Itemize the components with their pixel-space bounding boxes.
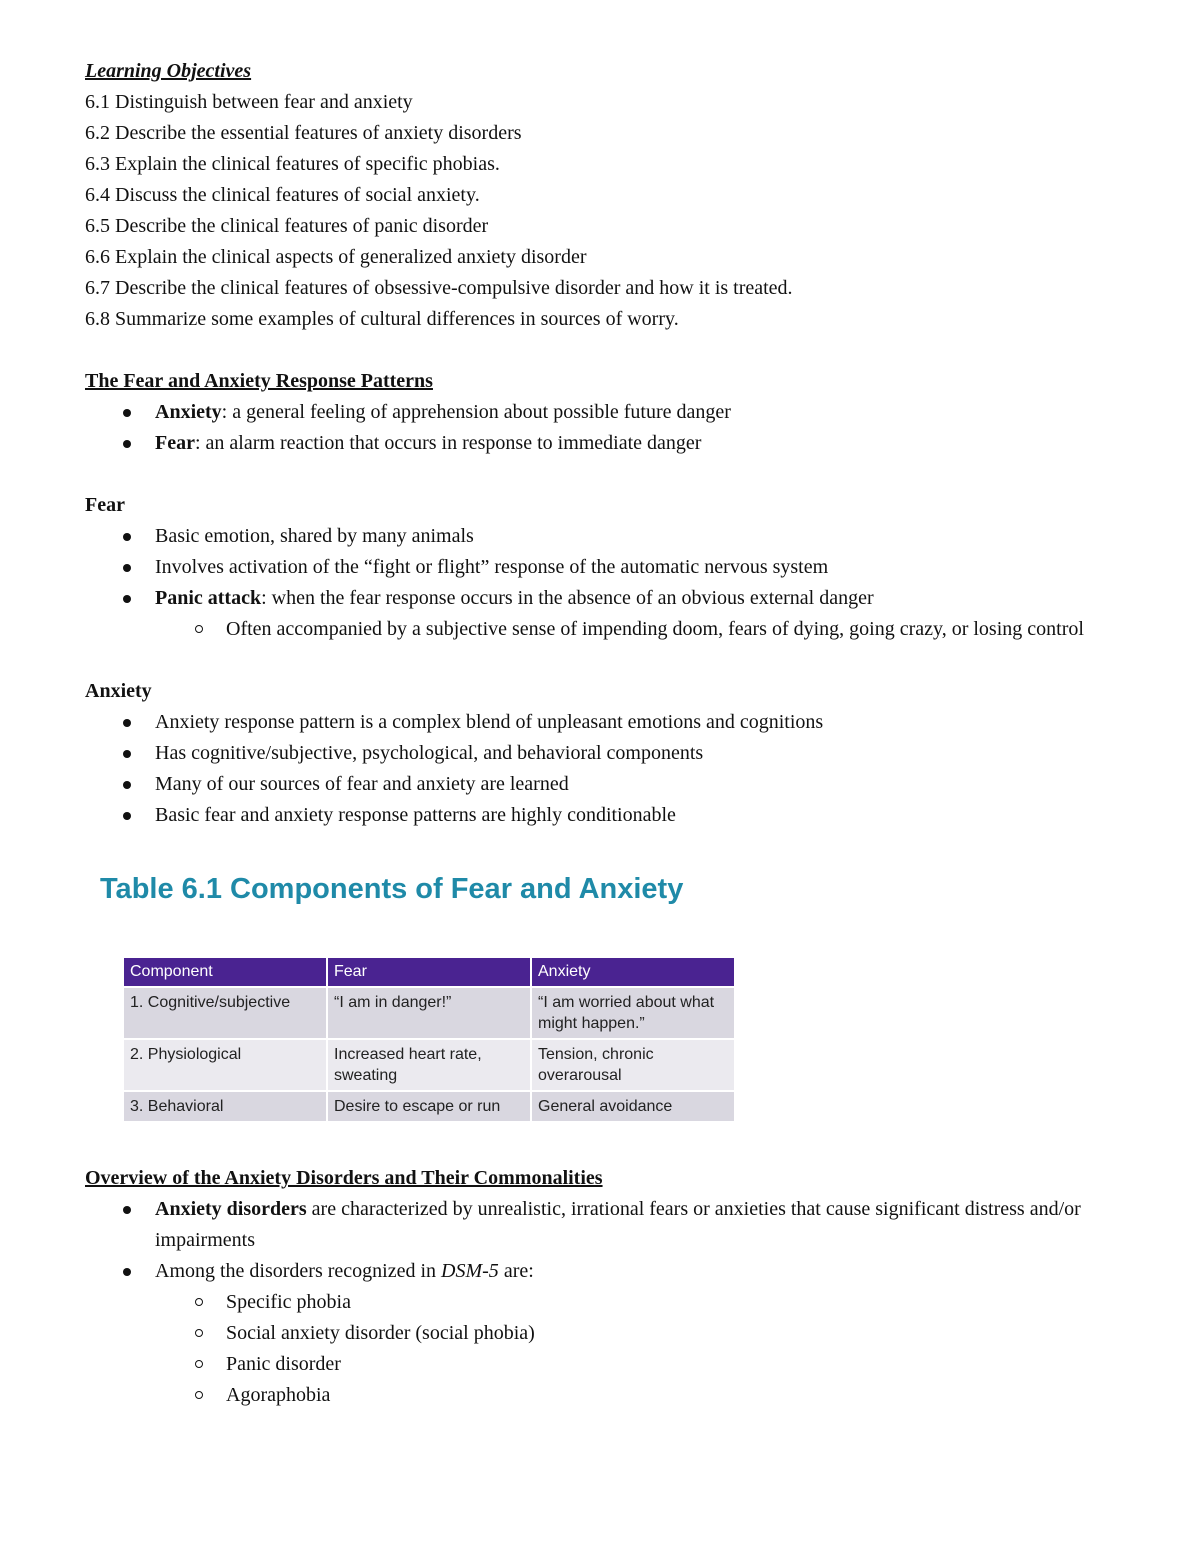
list-item [85, 552, 1125, 583]
definition: : a general feeling of apprehension about possible future danger [221, 401, 731, 423]
bullet-icon [123, 409, 131, 417]
objective-item: 6.8 Summarize some examples of cultural differences in sources of worry. [85, 308, 679, 330]
item-text: Many of our sources of fear and anxiety are learned [155, 773, 569, 795]
objective-item: 6.1 Distinguish between fear and anxiety [85, 91, 413, 113]
table-row [123, 1091, 735, 1122]
sub-list-item [85, 1380, 1125, 1411]
item-text: Agoraphobia [226, 1384, 331, 1406]
overview-list [85, 1194, 1125, 1411]
bullet-icon [123, 1206, 131, 1214]
table-cell: 2. Physiological [123, 1039, 327, 1091]
bullet-icon [123, 719, 131, 727]
learning-objectives-heading: Learning Objectives [85, 60, 252, 82]
term: Fear [155, 432, 195, 454]
table-cell: Tension, chronic overarousal [531, 1039, 735, 1091]
response-patterns-heading: The Fear and Anxiety Response Patterns [85, 370, 433, 392]
objective-item: 6.5 Describe the clinical features of panic disorder [85, 215, 489, 237]
item-text: Panic disorder [226, 1353, 341, 1375]
sub-list-item [85, 1287, 1125, 1318]
column-header: Component [123, 957, 327, 987]
table-row [123, 1039, 735, 1091]
term: Panic attack [155, 587, 262, 609]
bullet-icon [123, 595, 131, 603]
list-item [85, 521, 1125, 552]
objective-item: 6.6 Explain the clinical aspects of generalized anxiety disorder [85, 246, 587, 268]
item-text: Anxiety response pattern is a complex blend of unpleasant emotions and cognitions [155, 711, 824, 733]
circle-bullet-icon [195, 1329, 203, 1337]
column-header: Anxiety [531, 957, 735, 987]
anxiety-list [85, 707, 1125, 831]
table-cell: 3. Behavioral [123, 1091, 327, 1122]
circle-bullet-icon [195, 1298, 203, 1306]
item-text: Often accompanied by a subjective sense of impending doom, fears of dying, going crazy, or losing control [226, 618, 1084, 640]
item-text: Has cognitive/subjective, psychological, and behavioral components [155, 742, 704, 764]
list-item [85, 428, 1125, 459]
table-title: Table 6.1 Components of Fear and Anxiety [100, 873, 684, 905]
definition: : an alarm reaction that occurs in response to immediate danger [194, 432, 702, 454]
item-text: are: [498, 1260, 534, 1282]
table-cell: 1. Cognitive/subjective [123, 987, 327, 1039]
bullet-icon [123, 564, 131, 572]
term: Anxiety [155, 401, 222, 423]
table-cell: Increased heart rate, sweating [327, 1039, 531, 1091]
column-header: Fear [327, 957, 531, 987]
list-item [85, 583, 1125, 614]
sub-list-item [85, 1318, 1125, 1349]
table-header-row [123, 957, 735, 987]
item-text: Basic emotion, shared by many animals [155, 525, 474, 547]
fear-heading: Fear [85, 494, 125, 516]
sub-list-item [85, 614, 1125, 645]
bullet-icon [123, 781, 131, 789]
anxiety-heading: Anxiety [85, 680, 152, 702]
item-text: Involves activation of the “fight or flight” response of the automatic nervous system [155, 556, 829, 578]
overview-heading: Overview of the Anxiety Disorders and Their Commonalities [85, 1167, 603, 1189]
bullet-icon [123, 440, 131, 448]
components-table [122, 956, 736, 1123]
table-cell: Desire to escape or run [327, 1091, 531, 1122]
definition: are characterized by unrealistic, irrational fears or anxieties that cause significant distress and/or impairments [155, 1198, 1081, 1251]
document-page [85, 56, 1125, 1411]
fear-list [85, 521, 1125, 645]
item-text: Among the disorders recognized in [155, 1260, 442, 1282]
item-text: Basic fear and anxiety response patterns are highly conditionable [155, 804, 676, 826]
list-item [85, 1256, 1125, 1287]
list-item [85, 738, 1125, 769]
objective-item: 6.4 Discuss the clinical features of social anxiety. [85, 184, 480, 206]
item-text: Specific phobia [226, 1291, 351, 1313]
list-item [85, 707, 1125, 738]
list-item [85, 800, 1125, 831]
circle-bullet-icon [195, 625, 203, 633]
bullet-icon [123, 750, 131, 758]
definition: : when the fear response occurs in the absence of an obvious external danger [261, 587, 874, 609]
list-item [85, 1194, 1125, 1256]
list-item [85, 769, 1125, 800]
term: Anxiety disorders [155, 1198, 307, 1220]
table-cell: “I am in danger!” [327, 987, 531, 1039]
bullet-icon [123, 533, 131, 541]
bullet-icon [123, 1268, 131, 1276]
objective-item: 6.3 Explain the clinical features of specific phobias. [85, 153, 500, 175]
item-text: Social anxiety disorder (social phobia) [226, 1322, 535, 1344]
table-row [123, 987, 735, 1039]
list-item [85, 397, 1125, 428]
circle-bullet-icon [195, 1391, 203, 1399]
dsm-reference: DSM-5 [441, 1260, 499, 1282]
table-cell: General avoidance [531, 1091, 735, 1122]
objective-item: 6.2 Describe the essential features of anxiety disorders [85, 122, 522, 144]
table-cell: “I am worried about what might happen.” [531, 987, 735, 1039]
circle-bullet-icon [195, 1360, 203, 1368]
bullet-icon [123, 812, 131, 820]
sub-list-item [85, 1349, 1125, 1380]
response-patterns-list [85, 397, 1125, 459]
objective-item: 6.7 Describe the clinical features of obsessive-compulsive disorder and how it is treated. [85, 277, 793, 299]
